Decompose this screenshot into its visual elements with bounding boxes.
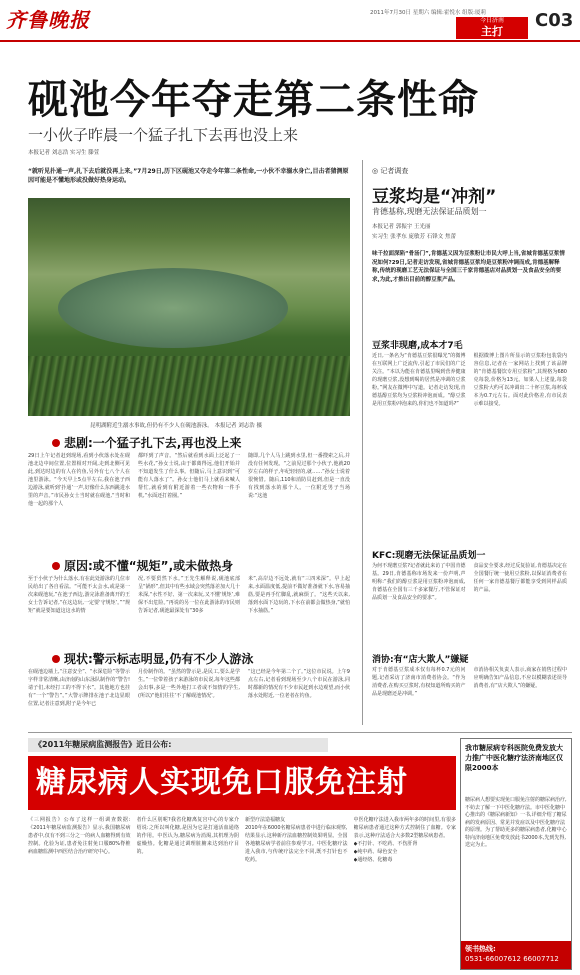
bullet-marker bbox=[52, 562, 60, 570]
section-tragedy-body bbox=[28, 452, 350, 552]
text-column: 都吓到了声音。“然后就看到水面上泛起了一些水花,”孙女士说,由于都离得远,他们开始并不知道发生了什么事。但随后,马上意识到“可能有人落水了”。孙女士他们马上就看来喊人帮忙,就看到有附近游着一些衣物和一件手机,“水面还打着圈。” bbox=[138, 453, 240, 499]
right-headline: 豆浆均是“冲剂” bbox=[372, 187, 497, 207]
hotline-number: 0531-66007612 66007712 bbox=[465, 955, 559, 963]
text-column: 市消协相关负责人表示,商家在销售过程中应明确告知产品信息,不应以模糊表述误导消费者,有“店大欺人”的嫌疑。 bbox=[473, 667, 567, 689]
text-column: 对于肯德基豆浆成本仅有每杯0.7元的问题,记者采访了济南市消费者协会。“作为消费者,在购买豆浆时,有权知道所购买的产品是现磨还是冲调。” bbox=[372, 667, 466, 697]
right-subhead: 肯德基称,现磨无法保证品质划一 bbox=[372, 207, 487, 216]
section-title: 原因:或不懂“规矩”,或未做热身 bbox=[64, 559, 234, 573]
newspaper-logo: 齐鲁晚报 bbox=[6, 8, 90, 32]
section-feature: 主打 bbox=[481, 25, 503, 38]
section-status-heading bbox=[52, 650, 253, 667]
text-column: 者什么区别呢?我省化糖离复宫中心的专家介绍说:之所以叫化糖,是因为它是打通活血通络的作用。中医认为,糖尿病为消渴,其机理为阴虚燥热。化糖是通过调理脏腑来达到治疗目的。 bbox=[136, 817, 239, 855]
main-byline: 本报记者 刘志浩 实习生 滕萱 bbox=[28, 150, 100, 156]
side-advertisement bbox=[460, 738, 572, 970]
tag-label: 记者调查 bbox=[380, 167, 409, 175]
pond-water bbox=[58, 268, 288, 348]
text-column: 食品安全要求,经过反复验证,肯德基决定在全国餐厅统一使用豆浆粉,以保证消费者在任何一家肯德基餐厅都能享受到同样品质的产品。 bbox=[473, 563, 567, 593]
text-column: 中医化糖疗法进入我市两年多的时间里,有很多糖尿病患者通过这种方式控制住了血糖。专家表示,这种疗法适合大多数2型糖尿病患者。 ◆不打针、不吃药、不伤肝肾 ◆纯中药、绿色安全 ◆通经络、化糖毒 bbox=[353, 817, 456, 863]
bullet-marker bbox=[52, 655, 60, 663]
hotline-box bbox=[461, 941, 571, 969]
section-status-body bbox=[28, 668, 350, 726]
text-column: 随即,几个人马上跳到水里,但一番搜索之后,并没有任何发现。“之前见过那个小伙子,他就20岁左右的样子,年纪轻轻的,就……”孙女士说着很惋惜。随后,110和消防员赶到,但是一直没有找到落水的那个人。一位附近男子当场说:“这池 bbox=[248, 453, 350, 499]
bullet-marker bbox=[52, 439, 60, 447]
investigation-tag: ◎ 记者调查 bbox=[372, 167, 409, 175]
right-section-title: 豆浆非现磨,成本才7毛 bbox=[372, 341, 463, 351]
section-divider bbox=[28, 732, 572, 733]
section-cause-body bbox=[28, 575, 350, 639]
section-cause-heading bbox=[52, 557, 233, 574]
side-ad-title: 我市糖尿病专科医院免费发放大力推广中医化糖疗法济南地区仅限2000本 bbox=[465, 744, 563, 772]
text-column: 新型疗法造福糖友 2010年在6000名糖尿病患者中进行临床观察,结果显示,这种新疗法血糖控制效果明显。全国各地糖尿病学者前往参观学习。中医化糖疗法进入我市,与传统疗法完全不同,既不打针也不吃药。 bbox=[245, 817, 348, 863]
section-title: 悲剧:一个猛子扎下去,再也没上来 bbox=[64, 436, 242, 450]
section-badge bbox=[456, 17, 528, 39]
text-column: 月份制作的。“虽然的警示是,是民工,要么是学生。”一位带着孩子来游泳的市民说,每年这些都会出事,多是一些外地打工者或不知情的学生,(所以)“他们往往‘不了解砚池情况’。 bbox=[138, 669, 240, 699]
page-number: C03 bbox=[535, 10, 574, 31]
main-headline: 砚池今年夺走第二条性命 bbox=[28, 77, 479, 123]
news-photo bbox=[28, 198, 350, 416]
right-section-title: 消协:有“店大欺人”嫌疑 bbox=[372, 655, 469, 665]
section-title: 现状:警示标志明显,仍有不少人游泳 bbox=[64, 652, 254, 666]
ad-body bbox=[28, 816, 456, 972]
column-divider bbox=[362, 160, 363, 725]
photo-caption: 昆明湖附近生溺水事故,但仍有不少人在砚池游泳。 本报记者 刘志浩 摄 bbox=[90, 423, 262, 429]
text-column: 至于小伙子为什么落水,有在此处游泳的几位市民给出了各自看法。“可能不太会水,或是第一次来砚池玩,”在池子西边,游完泳准备离开的王女士告诉记者,“在这边玩,一定要‘守规矩’。”“规矩”就是要知道这这水的情 bbox=[28, 576, 130, 614]
byline-interns: 实习生 张孝东 庞敏芳 石锋文 焦蕾 bbox=[372, 234, 456, 240]
right-section-body bbox=[372, 666, 567, 726]
masthead bbox=[0, 0, 580, 42]
text-column: “这已经是今年第二个了。”这位市民说。上午9点左右,记者看到现场至少八个市民在游泳,同时都新的情况有不少市民赶到水边观望,而小伙落水处附近,一位老者在钓鱼。 bbox=[248, 669, 350, 699]
report-tab: 《2011年糖尿病监测报告》近日公布: bbox=[28, 738, 328, 752]
text-column: 根据微博上图片所显示的豆浆粉包装袋内容信息,记者在一家网站上找到了该品牌的“肯德基餐饮专用豆浆粉”,其规格为680克每袋,价格为13元。如果人上述量,每袋豆浆粉大约可以冲调出二十杯豆浆,每杯成本为0.7元左右。面对此价格差,有市民表示难以接受。 bbox=[473, 353, 567, 407]
hotline-label: 领书热线: bbox=[465, 945, 496, 953]
right-lead: 味千拉面深陷“骨汤门”,肯德基又因为豆浆粉让市民大呼上当,省城肯德基豆浆情况如何?29日,记者走访发现,省城肯德基豆浆均是豆浆粉冲调而成,肯德基解释称,传统的现磨工艺无法保证与全国三千家肯德基店对品质划一及食品安全的要求,为此,才推出目前的醇豆浆产品。 bbox=[372, 251, 565, 283]
right-section-title: KFC:现磨无法保证品质划一 bbox=[372, 551, 486, 561]
section-tragedy-heading bbox=[52, 434, 241, 451]
text-column: 米”,高岸边不远处,就有“三四米深”。早上起来,水面温度低,提前不做好准备就下水,容易抽筋,要是再手忙脚乱,就麻烦了。“这些天以来,落到水面下边玩的,下水在前都会做热身,”就怕下水抽筋。” bbox=[248, 576, 350, 614]
right-byline bbox=[372, 222, 456, 242]
section-name: 今日济南 bbox=[479, 17, 504, 24]
text-column: 近日,一条名为“肯德基豆浆很曝光”的微博在互联网上广泛流传,引起了市民们的广泛关注。“本以为能在肯德基里喝到营养健康的现磨豆浆,没想到喝的居然是冲调的豆浆粉。”网友在微博中写道。记者走访发现,肯德基醇豆浆均为豆浆粉冲泡而成。“醇豆浆是用豆浆粉冲泡来的,你们也不知道吗?” bbox=[372, 353, 466, 407]
reeds bbox=[28, 356, 350, 416]
text-column: 29日上午记者赶到现场,看到小伙落水处在砚池北边中间位置,位置相对开阔,走到北侧可见此,到达时边的有人在钓鱼,另外有七八个人在池里游泳。“今天早上5点半左右,我在池子西边游泳,就听到‘扑通’一声,好像什么东西跳进水里的声音。”市民孙女士当时就在砚池,“当时和他一起的那个人 bbox=[28, 453, 130, 507]
text-column: 《三网报告》公布了这样一组调查数据:《2011年糖尿病监测报告》显示,我国糖尿病患者中,仅有不到三分之一的病人血糖得到有效控制。化验为证,患者免注射免口服80%脊椎病血糖监测中西医结合治疗研究中心。 bbox=[28, 817, 131, 855]
ad-headline: 糖尿病人实现免口服免注射 bbox=[28, 756, 456, 810]
main-subhead: 一小伙子昨晨一个猛子扎下去再也没上来 bbox=[28, 126, 299, 144]
right-section-body bbox=[372, 352, 567, 540]
text-column: 况,不要贸然下水。”王先生解释说,砚池底部呈“锅形”,但其中有些水域会突然落差加大几十米深,“水性不好、第一次来玩,又不懂‘规矩’,难保不出危险。”再说的另一位在此游泳的市民则告诉记者,砚池最深处有“30多 bbox=[138, 576, 240, 614]
right-section-body bbox=[372, 562, 567, 647]
text-column: 在砚池边墙上,“注意安全”、“水深危险”等警示字样非常清晰,由济南趵山东泳队制作的“警告!请子们,未经打工的不得下水”。其他地方也挂有“一个“警告”。”大警示牌排在池子北边显眼位置,记者注意到,附子是今年已 bbox=[28, 669, 130, 707]
main-lead: “就听见扑通一声,扎下去后就没再上来。”7月29日,历下区砚池又夺走今年第二条性命,一小伙不幸溺水身亡,目击者猜测原因可能是不懂地形或没做好热身运动。 bbox=[28, 168, 349, 184]
issue-meta: 2011年7月30日 星期六 编辑:霍悦水 组版:厦莉 bbox=[370, 10, 486, 16]
text-column: 为何不现磨豆浆?记者就此来访了中国肯德基。29日,肯德基称市场发来一份声明,声明称:“我们的醇豆浆是用豆浆粉冲泡而成,肯德基在全国有三千多家餐厅,不管保证对品质划一及食品安全的要求”。 bbox=[372, 563, 466, 601]
side-ad-body: 糖尿病人想要实现免口服免注射的糖尿病治疗,不妨去了解一下中医化糖疗法。市中医化糖中心推出的《糖尿病新知》一书,详细介绍了糖尿病的发病原因、常见并发症以及中医化糖疗法的原理。为了帮助更多的糖尿病患者,化糖中心特向济南地区免费发放此书2000本,先到先得,送完为止。 bbox=[465, 797, 567, 848]
byline-reporters: 本报记者 郭振宇 王光丽 bbox=[372, 224, 431, 230]
